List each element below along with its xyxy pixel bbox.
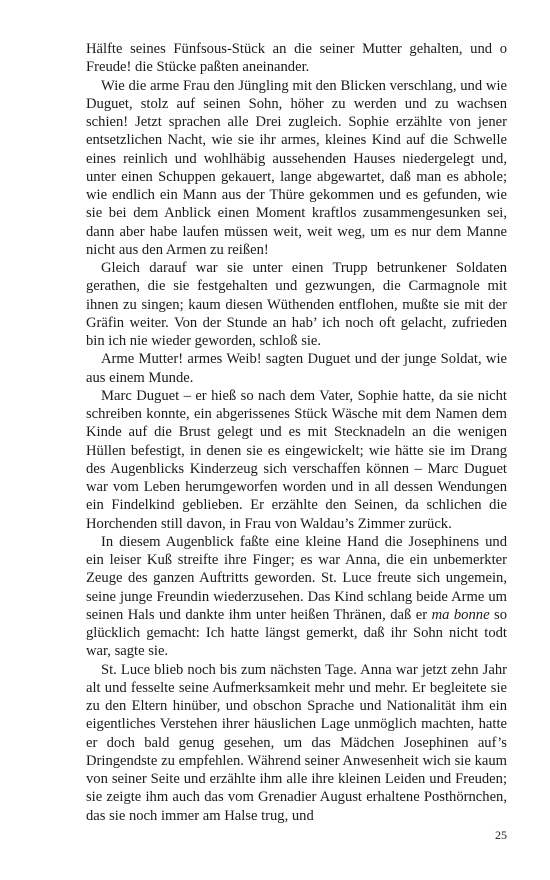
paragraph <box>86 40 507 77</box>
paragraph <box>86 77 507 260</box>
text-run: so glücklich gemacht: Ich hatte längst gemerkt, daß ihr Sohn nicht todt war, sagte sie. <box>86 606 508 660</box>
paragraph <box>86 350 507 387</box>
paragraph <box>86 387 507 533</box>
text-run: Hälfte seines Fünfsous-Stück an die seiner Mutter gehalten, und o Freude! die Stücke paßten aneinander. <box>86 41 507 76</box>
text-run: Gleich darauf war sie unter einen Trupp betrunkener Soldaten gerathen, die sie festgehalten und gezwungen, die Carmagnole mit ihnen zu singen; kaum diesen Wüthenden entflohen, mußte sie mit der Gräfin weiter. Von der Stunde an hab’ ich noch oft gelacht, zufrieden bin ich nie wieder geworden, schloß sie. <box>86 260 507 349</box>
text-run: In diesem Augenblick faßte eine kleine Hand die Josephinens und ein leiser Kuß streifte ihre Finger; es war Anna, die ein unbemerkter Zeuge des ganzen Auftritts geworden. St. Luce freute sich ungemein, seine junge Freundin wiederzusehen. Das Kind schlang beide Arme um seinen Hals und dankte ihm unter heißen Thränen, daß er <box>86 533 507 623</box>
text-run: Marc Duguet – er hieß so nach dem Vater, Sophie hatte, da sie nicht schreiben konnte, ein abgerissenes Stück Wäsche mit dem Namen dem Kinde auf die Brust gelegt und es mit Stecknadeln an die wenigen Hüllen befestigt, in denen sie es eingewickelt; wie hätte sie im Drang des Augenblicks Kinderzeug sich verschaffen können – Marc Duguet war vom Leben herumgeworfen worden und in all dessen Wendungen ein Findelkind geblieben. Er erzählte den Seinen, da schlichen die Horchenden still davon, in Frau von Waldau’s Zimmer zurück. <box>86 387 507 532</box>
italic-text: ma bonne <box>431 606 490 623</box>
text-run: St. Luce blieb noch bis zum nächsten Tage. Anna war jetzt zehn Jahr alt und fesselte seine Aufmerksamkeit mehr und mehr. Er begleitete sie zu den Eltern hinüber, und obschon Sprache und Nationalität ihm ein eigentliches Verstehen ihrer häuslichen Lage unmöglich machten, hatte er doch bald genug gesehen, um das Mädchen Josephinen auf’s Dringendste zu empfehlen. Während seiner Anwesenheit wich sie kaum von seiner Seite und erzählte ihm alle ihre kleinen Leiden und Freuden; sie zeigte ihm auch das vom Grenadier August erhaltene Posthörnchen, das sie noch immer am Halse trug, und <box>86 661 507 824</box>
page-number: 25 <box>495 828 507 842</box>
body-text <box>86 40 507 825</box>
text-run: Wie die arme Frau den Jüngling mit den Blicken verschlang, und wie Duguet, stolz auf seinen Sohn, höher zu werden und zu wachsen schien! Jetzt sprachen alle Drei zugleich. Sophie erzählte von jener entsetzlichen Nacht, wie sie ihr armes, kleines Kind auf die Schwelle eines reinlich und wohlhäbig aussehenden Hauses niedergelegt und, unter einen Schuppen gekauert, lange abgewartet, daß man es abhole; wie endlich ein Mann aus der Thüre gekommen und es gefunden, wie sie bei dem Anblick einen Moment kraftlos zusammengesunken sei, dann aber habe laufen müssen weit, weit weg, um es nur dem Manne nicht aus den Armen zu reißen! <box>86 77 507 258</box>
text-run: Arme Mutter! armes Weib! sagten Duguet und der junge Soldat, wie aus einem Munde. <box>86 351 507 386</box>
paragraph <box>86 259 507 350</box>
paragraph <box>86 533 507 661</box>
paragraph <box>86 661 507 825</box>
